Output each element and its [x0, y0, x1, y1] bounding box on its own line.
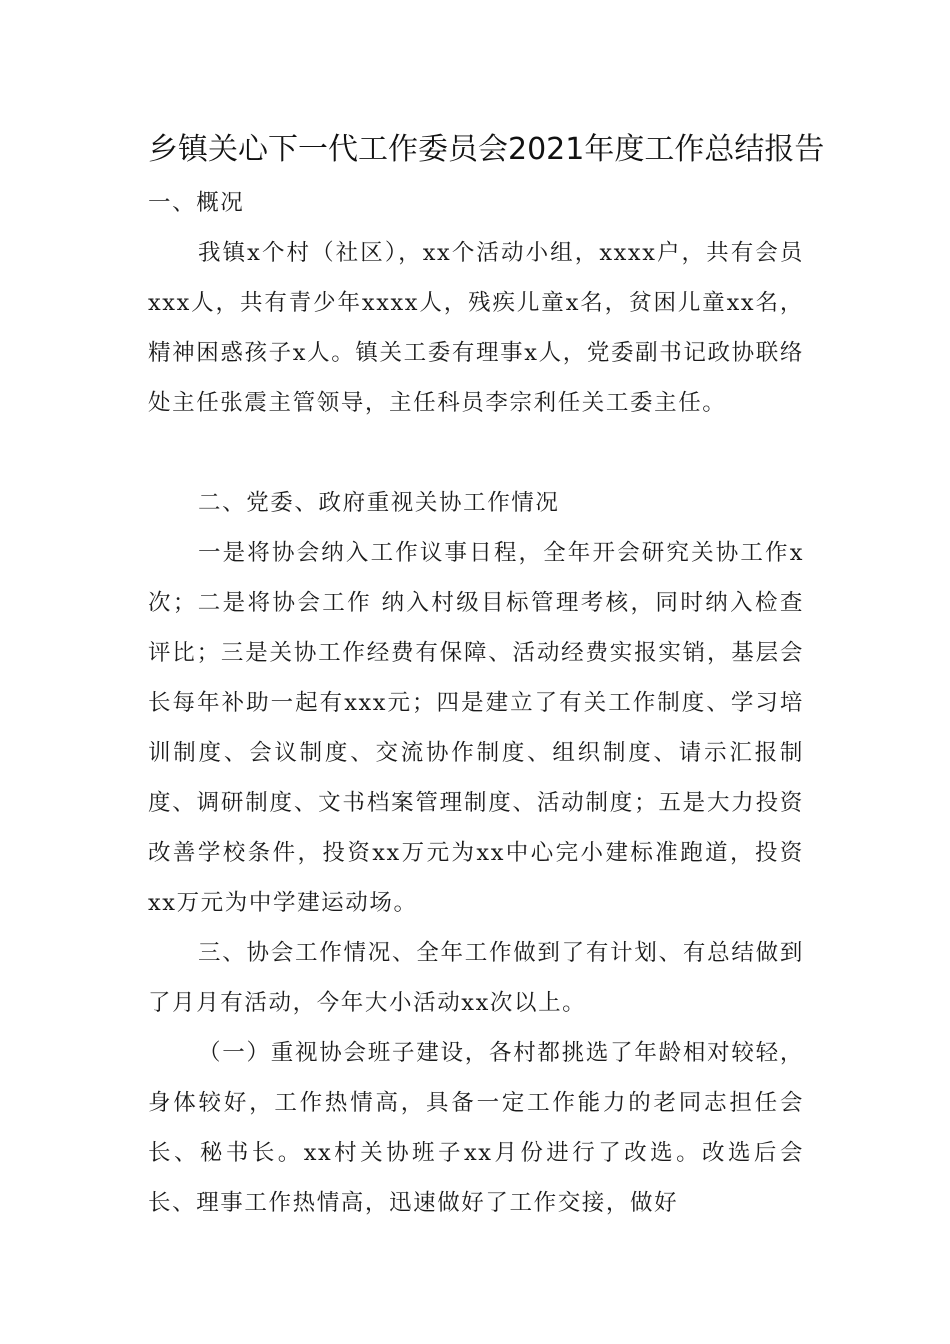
paragraph-association-work: 三、协会工作情况、全年工作做到了有计划、有总结做到了月月有活动，今年大小活动xx次以上。	[148, 940, 804, 1016]
document-title: 乡镇关心下一代工作委员会2021年度工作总结报告	[148, 132, 825, 167]
paragraph-team-building: （一）重视协会班子建设，各村都挑选了年龄相对较轻，身体较好，工作热情高，具备一定工作能力的老同志担任会长、秘书长。xx村关协班子xx月份进行了改选。改选后会长、理事工作热情高，迅速做好了工作交接，做好	[148, 1040, 804, 1216]
paragraph-overview: 我镇x个村（社区），xx个活动小组，xxxx户，共有会员xxx人，共有青少年xxxx人，残疾儿童x名，贫困儿童xx名，精神困惑孩子x人。镇关工委有理事x人，党委副书记政协联络处主任张震主管领导，主任科员李宗利任关工委主任。	[148, 240, 804, 416]
paragraph-party-support: 一是将协会纳入工作议事日程，全年开会研究关协工作x次；二是将协会工作 纳入村级目标管理考核，同时纳入检查评比；三是关协工作经费有保障、活动经费实报实销，基层会长每年补助一起有xxx元；四是建立了有关工作制度、学习培训制度、会议制度、交流协作制度、组织制度、请示汇报制度、调研制度、文书档案管理制度、活动制度；五是大力投资改善学校条件，投资xx万元为xx中心完小建标准跑道，投资xx万元为中学建运动场。	[148, 540, 804, 916]
section-heading-overview: 一、概况	[148, 190, 245, 216]
section-heading-party-support: 二、党委、政府重视关协工作情况	[198, 490, 560, 516]
